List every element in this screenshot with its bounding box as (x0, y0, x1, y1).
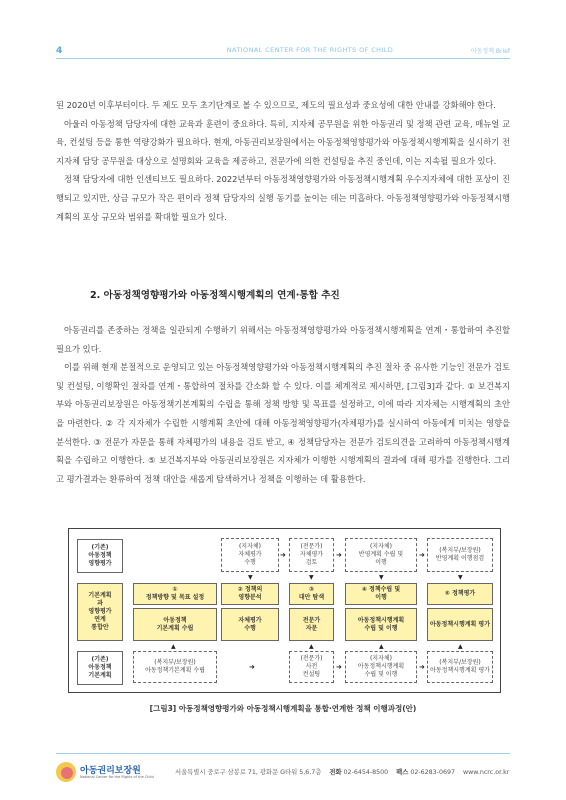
step2-impact-analysis: ② 정책의 영향분석 (221, 583, 279, 605)
up-arrow-icon: ▼ (171, 643, 176, 650)
up-arrow-icon: ▼ (309, 643, 314, 650)
step5-plan-evaluation: 아동정책시행계획 평가 (427, 608, 493, 641)
paragraph: 된 2020년 이후부터이다. 두 제도 모두 초기단계로 볼 수 있으므로, 제도의 필요성과 중요성에 대한 안내를 강화해야 한다. (56, 100, 496, 110)
down-arrow-icon: ▼ (248, 574, 253, 581)
arrow-icon: ➜ (336, 663, 342, 671)
process-diagram (68, 528, 501, 693)
step1-goal-setting: ① 정책방향 및 목표 설정 (133, 583, 217, 605)
up-arrow-icon: ▼ (458, 643, 463, 650)
section-title: 2. 아동정책영향평가와 아동정책시행계획의 연계·통합 추진 (90, 290, 340, 301)
org-logo (56, 760, 166, 784)
bottom-implementation-plan: (지자체) 아동정책시행계획 수립 및 이행 (345, 651, 417, 683)
step2-self-evaluation: 자체평가 수행 (221, 608, 279, 641)
row-label-existing-basic: (기존) 아동정책 기본계획 (77, 651, 123, 685)
arrow-icon: ➜ (280, 551, 286, 559)
paragraph: 아동권리를 존중하는 정책을 일관되게 수행하기 위해서는 아동정책영향평가와 아동정책시행계획을 연계・통합하여 추진할 필요가 있다. (56, 325, 510, 354)
paragraph: 아울러 아동정책 담당자에 대한 교육과 훈련이 중요하다. 특히, 지자체 공무원을 위한 아동권리 및 정책 관련 교육, 매뉴얼 교육, 컨설팅 등을 통한 역량강화가 필요하다. 현재, 아동권리보장원에서는 아동정책영향평가와 아동정책시행계획을 실시하기 전 지자체 담당 공무원을 대상으로 설명회와 교육을 제공하고, 전문가에 의한 컨설팅을 추진 중인데, 이는 지속될 필요가 있다. (56, 118, 510, 166)
header-rule (56, 58, 510, 59)
tel-number: 02-6454-8500 (343, 769, 389, 776)
arrow-icon: ➜ (249, 663, 255, 671)
footer-rule (56, 753, 510, 754)
header-center-title: NATIONAL CENTER FOR THE RIGHTS OF CHILD (226, 46, 394, 54)
step1-basic-plan: 아동정책 기본계획 수립 (133, 608, 217, 641)
org-name: 아동권리보장원 (80, 766, 141, 776)
header-brief-label: 아동정책 Brief (470, 48, 510, 55)
body-text-2 (56, 321, 510, 488)
top-self-evaluation: (지자체) 자체평가 수행 (221, 538, 279, 572)
step3-alternatives: ③ 대안 탐색 (289, 583, 334, 605)
arrow-icon: ➜ (419, 551, 425, 559)
fax-number: 02-6283-0697 (410, 769, 455, 776)
step5-evaluation: ⑤ 정책평가 (427, 583, 493, 605)
bottom-pre-consulting: (전문가) 사전 컨설팅 (289, 651, 334, 683)
bottom-basic-plan: (복지부/보장원) 아동정책기본계획 수립 (133, 651, 217, 683)
figure-caption: [그림3] 아동정책영향평가와 아동정책시행계획을 통합·연계한 정책 이행과정(안) (149, 704, 417, 713)
top-expert-review: (전문가) 자체평가 검토 (289, 538, 334, 572)
row-label-existing-impact: (기존) 아동정책 영향평가 (77, 539, 123, 573)
paragraph: 이를 위해 현재 분절적으로 운영되고 있는 아동정책영향평가와 아동정책시행계획의 추진 절차 중 유사한 기능인 전문가 검토 및 컨설팅, 이행확인 절차를 연계・통합하여 절차를 간소화 할 수 있다. 이를 체계적로 제시하면, [그림3]과 같다. ① 보건복지부와 아동권리보장원은 아동정책기본계획의 수립을 통해 정책 방향 및 목표를 설정하고, 이에 따라 지자체는 시행계획의 초안을 마련한다. ② 각 지자체가 수립한 시행계획 초안에 대해 아동정책영향평가(자체평가)를 실시하여 아동에게 미치는 영향을 분석한다. ③ 전문가 자문을 통해 자체평가의 내용을 검토 받고, ④ 정책담당자는 전문가 검토의견을 고려하여 아동정책시행계획을 수립하고 이행한다. ⑤ 보건복지부와 아동권리보장원은 지자체가 이행한 시행계획의 결과에 대해 평가를 진행한다. 그리고 평가결과는 환류하여 정책 대안을 새롭게 탐색하거나 정책을 이행하는 데 활용한다. (56, 362, 510, 484)
arrow-icon: ➜ (336, 551, 342, 559)
tel-label: 전화 (329, 769, 342, 776)
step4-establish: ④ 정책수립 및 이행 (345, 583, 417, 605)
org-subtitle: National Center for the Rights of the Child (80, 775, 154, 779)
fax-label: 팩스 (396, 769, 409, 776)
page-number: 4 (56, 46, 63, 56)
row-label-integrated: 기본계획 과 영향평가 연계 통합안 (77, 583, 123, 641)
top-reflection-plan: (지자체) 반영계획 수립 및 이행 (345, 538, 417, 572)
bottom-plan-evaluation: (복지부/보장원) 아동정책시행계획 평가 (427, 651, 493, 683)
up-arrow-icon: ▼ (379, 643, 384, 650)
top-implementation-check: (복지부/보장원) 반영계획 이행점검 (427, 538, 493, 572)
step4-implementation: 아동정책시행계획 수립 및 이행 (345, 608, 417, 641)
down-arrow-icon: ▼ (458, 574, 463, 581)
page-header (0, 0, 566, 56)
footer-address: 서울특별시 중로구 삼봉로 71, 광화문 G타워 5,6,7층 (175, 769, 322, 776)
paragraph: 정책 담당자에 대한 인센티브도 필요하다. 2022년부터 아동정책영향평가와 아동정책시행계획 우수지자체에 대한 포상이 진행되고 있지만, 상금 규모가 작은 편이라 정책 담당자의 실행 동기를 높이는 데는 미흡하다. 아동정책영향평가와 아동정책시행계획의 포상 규모와 범위를 확대할 필요가 있다. (56, 174, 510, 222)
body-text-1 (56, 96, 510, 226)
step3-expert-advice: 전문가 자문 (289, 608, 334, 641)
footer-contact (175, 767, 509, 776)
down-arrow-icon: ▼ (379, 574, 384, 581)
logo-mark-inner-icon (61, 767, 73, 779)
arrow-icon: ➜ (419, 663, 425, 671)
down-arrow-icon: ▼ (309, 574, 314, 581)
website-link[interactable]: www.ncrc.or.kr (462, 769, 510, 776)
